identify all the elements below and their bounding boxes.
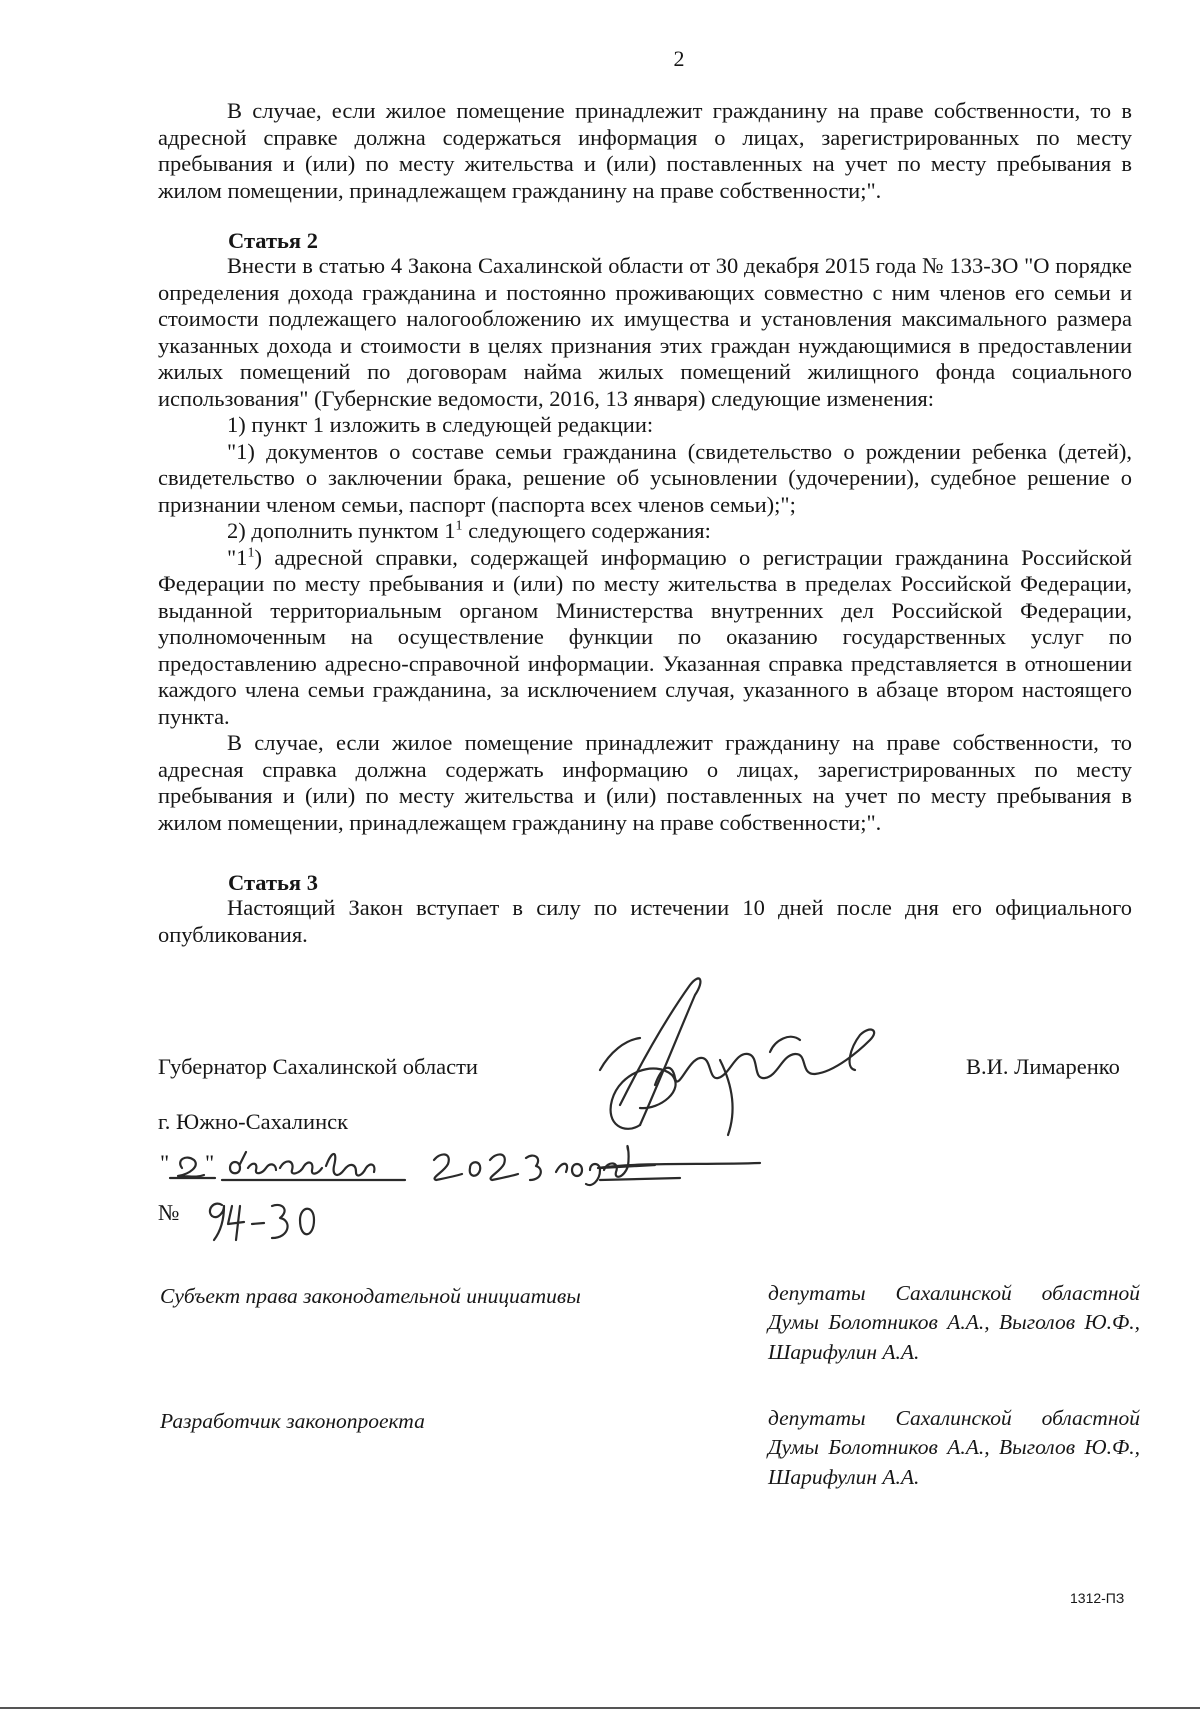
subject-label: Субъект права законодательной инициативы — [160, 1284, 581, 1308]
developer-authors-line: Шарифулин А.А. — [768, 1464, 920, 1489]
article-2-paragraph-5: "$1^1$) адресной справки, содержащей информацию о регистрации гражданина Российской Федерации по месту пребывания и (или) по месту жительства в пределах Российской Федерации, выданной территориальным органом Министерства внутренних дел Российской Федерации, уполномоченным на осуществление функции по оказанию государственных услуг по предоставлению адресно-справочной информации. Указанная справка представляется в отношении каждого члена семьи гражданина, за исключением случая, указанного в абзаце втором настоящего пункта. — [158, 544, 1132, 729]
subject-authors-line: Шарифулин А.А. — [768, 1339, 920, 1364]
article-2-paragraph-6: В случае, если жилое помещение принадлежит гражданину на праве собственности, то адресная справка должна содержать информацию о лицах, зарегистрированных по месту пребывания и (или) по месту жительства и (или) поставленных на учет по месту пребывания в жилом помещении, принадлежащем гражданину на праве собственности;". — [158, 730, 1132, 835]
developer-authors — [768, 1404, 1140, 1492]
handwritten-number — [210, 1204, 314, 1240]
signatory-name: В.И. Лимаренко — [966, 1054, 1120, 1079]
intro-paragraph: В случае, если жилое помещение принадлежит гражданину на праве собственности, то в адресной справке должна содержаться информация о лицах, зарегистрированных по месту пребывания и (или) по месту жительства и (или) поставленных на учет по месту пребывания в жилом помещении, принадлежащем гражданину на праве собственности;". — [158, 98, 1132, 203]
number-label: № — [158, 1200, 180, 1225]
date-quote-close: " — [205, 1150, 215, 1175]
developer-authors-line: Думы Болотников А.А., Выголов Ю.Ф., — [768, 1435, 1140, 1460]
article-2-paragraph-4: 2) дополнить пунктом $1^1$ следующего содержания: — [227, 518, 711, 543]
signing-city: г. Южно-Сахалинск — [158, 1109, 349, 1134]
developer-label: Разработчик законопроекта — [160, 1409, 425, 1433]
article-2-paragraph-1: Внести в статью 4 Закона Сахалинской области от 30 декабря 2015 года № 133-ЗО "О порядке определения дохода гражданина и постоянно проживающих совместно с ним членов его семьи и стоимости подлежащего налогообложению их имущества и установления максимального размера указанных дохода и стоимости в целях признания этих граждан нуждающимися в предоставлении жилых помещений по договорам найма жилых помещений жилищного фонда социального использования" (Губернские ведомости, 2016, 13 января) следующие изменения: — [158, 253, 1132, 411]
subject-authors-line: депутаты Сахалинской областной — [768, 1281, 1140, 1305]
governor-signature — [598, 978, 874, 1168]
article-3-paragraph-1: Настоящий Закон вступает в силу по истечении 10 дней после дня его официального опубликования. — [158, 895, 1132, 947]
article-2-paragraph-3: "1) документов о составе семьи гражданина (свидетельство о рождении ребенка (детей), свидетельство о заключении брака, решение об усыновлении (удочерении), судебное решение о признании членом семьи, паспорт (паспорта всех членов семьи);"; — [158, 438, 1132, 517]
handwritten-date — [170, 1146, 680, 1185]
document-code: 1312-ПЗ — [1070, 1590, 1125, 1606]
subject-authors-line: Думы Болотников А.А., Выголов Ю.Ф., — [768, 1310, 1140, 1335]
developer-authors-line: депутаты Сахалинской областной — [768, 1406, 1140, 1430]
article-2-heading: Статья 2 — [228, 228, 318, 253]
subject-authors — [768, 1279, 1140, 1367]
article-3-heading: Статья 3 — [228, 870, 318, 895]
article-2-paragraph-2: 1) пункт 1 изложить в следующей редакции: — [227, 412, 654, 437]
page-number: 2 — [673, 46, 685, 71]
signatory-position: Губернатор Сахалинской области — [158, 1054, 478, 1079]
scan-edge-line — [0, 1707, 1200, 1709]
date-quote-open: " — [160, 1150, 170, 1175]
